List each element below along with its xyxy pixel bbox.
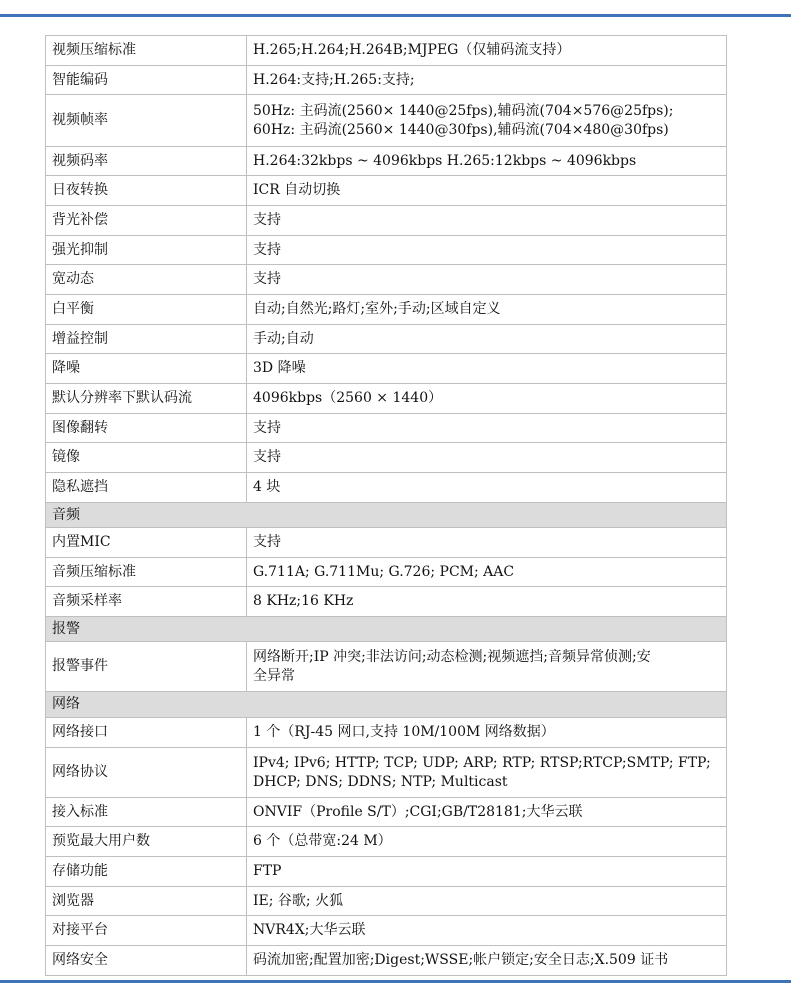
spec-label: 报警事件 <box>46 642 247 692</box>
spec-label: 对接平台 <box>46 916 247 946</box>
spec-value: 自动;自然光;路灯;室外;手动;区域自定义 <box>247 295 727 325</box>
spec-row <box>46 147 727 176</box>
spec-row <box>46 748 727 798</box>
spec-label: 视频帧率 <box>46 95 247 147</box>
spec-row <box>46 827 727 857</box>
spec-label: 视频码率 <box>46 147 247 176</box>
spec-value: IE; 谷歌; 火狐 <box>247 887 727 916</box>
spec-label: 宽动态 <box>46 265 247 295</box>
spec-label: 网络接口 <box>46 718 247 748</box>
spec-value-line: DHCP; DNS; DDNS; NTP; Multicast <box>253 773 508 790</box>
spec-label: 图像翻转 <box>46 414 247 443</box>
spec-value-line: 60Hz: 主码流(2560× 1440@30fps),辅码流(704×480@30fps) <box>253 121 669 138</box>
section-title: 网络 <box>46 692 727 718</box>
spec-row <box>46 66 727 95</box>
spec-value: FTP <box>247 857 727 887</box>
spec-value: H.264:32kbps ~ 4096kbps H.265:12kbps ~ 4096kbps <box>247 147 727 176</box>
spec-value: 手动;自动 <box>247 325 727 354</box>
spec-row <box>46 325 727 354</box>
spec-row <box>46 558 727 587</box>
spec-row <box>46 718 727 748</box>
spec-label: 日夜转换 <box>46 176 247 206</box>
spec-row <box>46 414 727 443</box>
spec-row <box>46 473 727 503</box>
spec-value: 8 KHz;16 KHz <box>247 587 727 617</box>
spec-value: 码流加密;配置加密;Digest;WSSE;帐户锁定;安全日志;X.509 证书 <box>247 946 727 976</box>
spec-value: 支持 <box>247 443 727 473</box>
spec-row <box>46 642 727 692</box>
spec-value-line: 全异常 <box>253 667 295 684</box>
spec-row <box>46 946 727 976</box>
section-header-row <box>46 617 727 642</box>
section-header-row <box>46 692 727 718</box>
spec-label: 镜像 <box>46 443 247 473</box>
spec-row <box>46 295 727 325</box>
spec-value: 1 个（RJ-45 网口,支持 10M/100M 网络数据） <box>247 718 727 748</box>
spec-value: 支持 <box>247 206 727 236</box>
spec-label: 默认分辨率下默认码流 <box>46 384 247 414</box>
spec-label: 视频压缩标准 <box>46 36 247 66</box>
spec-label: 浏览器 <box>46 887 247 916</box>
spec-value: 6 个（总带宽:24 M） <box>247 827 727 857</box>
spec-label: 网络安全 <box>46 946 247 976</box>
spec-table-body <box>46 36 727 976</box>
spec-row <box>46 36 727 66</box>
spec-row <box>46 95 727 147</box>
spec-value-line: 50Hz: 主码流(2560× 1440@25fps),辅码流(704×576@25fps); <box>253 102 674 119</box>
spec-value: 4 块 <box>247 473 727 503</box>
spec-value: H.265;H.264;H.264B;MJPEG（仅辅码流支持） <box>247 36 727 66</box>
spec-row <box>46 443 727 473</box>
spec-label: 存储功能 <box>46 857 247 887</box>
spec-label: 隐私遮挡 <box>46 473 247 503</box>
spec-row <box>46 916 727 946</box>
bottom-rule <box>0 980 791 983</box>
section-title: 音频 <box>46 503 727 528</box>
spec-row <box>46 265 727 295</box>
spec-row <box>46 798 727 827</box>
spec-value: 支持 <box>247 236 727 265</box>
spec-row <box>46 857 727 887</box>
spec-row <box>46 206 727 236</box>
spec-row <box>46 887 727 916</box>
spec-value: NVR4X;大华云联 <box>247 916 727 946</box>
spec-row <box>46 236 727 265</box>
section-title: 报警 <box>46 617 727 642</box>
spec-table <box>45 35 727 976</box>
spec-value: ONVIF（Profile S/T）;CGI;GB/T28181;大华云联 <box>247 798 727 827</box>
spec-value: ICR 自动切换 <box>247 176 727 206</box>
spec-label: 强光抑制 <box>46 236 247 265</box>
spec-row <box>46 528 727 558</box>
spec-value: H.264:支持;H.265:支持; <box>247 66 727 95</box>
spec-value <box>247 642 727 692</box>
spec-value <box>247 95 727 147</box>
spec-row <box>46 176 727 206</box>
spec-label: 背光补偿 <box>46 206 247 236</box>
spec-value: 支持 <box>247 414 727 443</box>
spec-value: 支持 <box>247 265 727 295</box>
spec-value <box>247 748 727 798</box>
spec-row <box>46 354 727 384</box>
spec-label: 白平衡 <box>46 295 247 325</box>
spec-value-line: IPv4; IPv6; HTTP; TCP; UDP; ARP; RTP; RTSP;RTCP;SMTP; FTP; <box>253 754 711 771</box>
spec-value: 3D 降噪 <box>247 354 727 384</box>
section-header-row <box>46 503 727 528</box>
spec-label: 预览最大用户数 <box>46 827 247 857</box>
top-rule <box>0 14 791 17</box>
spec-label: 降噪 <box>46 354 247 384</box>
spec-value: 4096kbps（2560 × 1440） <box>247 384 727 414</box>
spec-label: 音频压缩标准 <box>46 558 247 587</box>
spec-row <box>46 384 727 414</box>
spec-label: 接入标准 <box>46 798 247 827</box>
spec-label: 智能编码 <box>46 66 247 95</box>
spec-value-line: 网络断开;IP 冲突;非法访问;动态检测;视频遮挡;音频异常侦测;安 <box>253 648 651 665</box>
spec-row <box>46 587 727 617</box>
spec-label: 增益控制 <box>46 325 247 354</box>
spec-value: 支持 <box>247 528 727 558</box>
spec-value: G.711A; G.711Mu; G.726; PCM; AAC <box>247 558 727 587</box>
spec-label: 网络协议 <box>46 748 247 798</box>
spec-label: 内置MIC <box>46 528 247 558</box>
spec-label: 音频采样率 <box>46 587 247 617</box>
